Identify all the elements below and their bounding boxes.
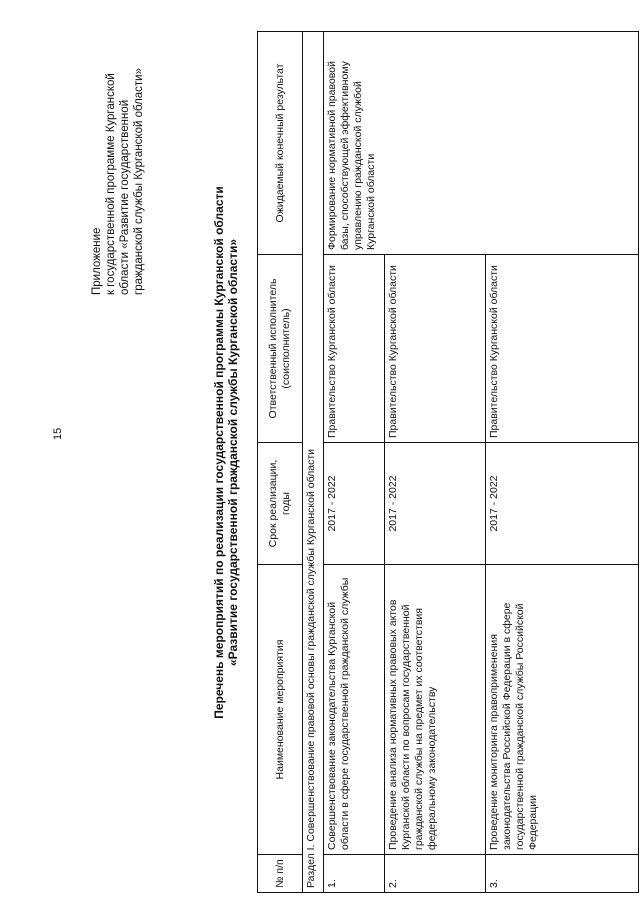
appendix-line: гражданской службы Курганской области» [133, 67, 145, 295]
row-executor: Правительство Курганской области [486, 255, 639, 443]
row-name: Проведение мониторинга правоприменения законодательства Российской Федерации в сфере государственной гражданской службы Российской Федерации [486, 565, 639, 855]
row-period: 2017 - 2022 [324, 443, 385, 565]
heading-line: Перечень мероприятий по реализации государственной программы Курганской области [212, 186, 226, 719]
page-number: 15 [52, 427, 64, 440]
header-result: Ожидаемый конечный результат [258, 32, 303, 255]
row-result: Формирование нормативной правовой базы, способствующей эффективному управлению гражданской службой Курганской области [324, 32, 639, 255]
table-header-row [258, 32, 303, 893]
appendix-line: Приложение [91, 227, 103, 295]
header-executor: Ответственный исполнитель (соисполнитель) [258, 255, 303, 443]
row-period: 2017 - 2022 [385, 443, 486, 565]
measures-table [257, 31, 639, 893]
row-period: 2017 - 2022 [486, 443, 639, 565]
row-executor: Правительство Курганской области [324, 255, 385, 443]
row-name: Совершенствование законодательства Курганской области в сфере государственной гражданской службы [324, 565, 385, 855]
heading-line: «Развитие государственной гражданской службы Курганской области» [226, 238, 240, 667]
row-executor: Правительство Курганской области [385, 255, 486, 443]
header-name: Наименование мероприятия [258, 565, 303, 855]
table-row [324, 32, 385, 893]
appendix-line: к государственной программе Курганской [105, 73, 117, 295]
header-num: № п/п [258, 855, 303, 893]
section-title: Раздел I. Совершенствование правовой основы гражданской службы Курганской области [303, 32, 324, 893]
appendix-note [90, 68, 146, 295]
row-num: 1. [324, 855, 385, 893]
row-num: 2. [385, 855, 486, 893]
document-heading [212, 0, 240, 905]
section-row [303, 32, 324, 893]
row-name: Проведение анализа нормативных правовых актов Курганской области по вопросам государственной гражданской службы на предмет их соответствия федеральному законодательству [385, 565, 486, 855]
appendix-line: области «Развитие государственной [119, 99, 131, 295]
row-num: 3. [486, 855, 639, 893]
header-period: Срок реализации, годы [258, 443, 303, 565]
